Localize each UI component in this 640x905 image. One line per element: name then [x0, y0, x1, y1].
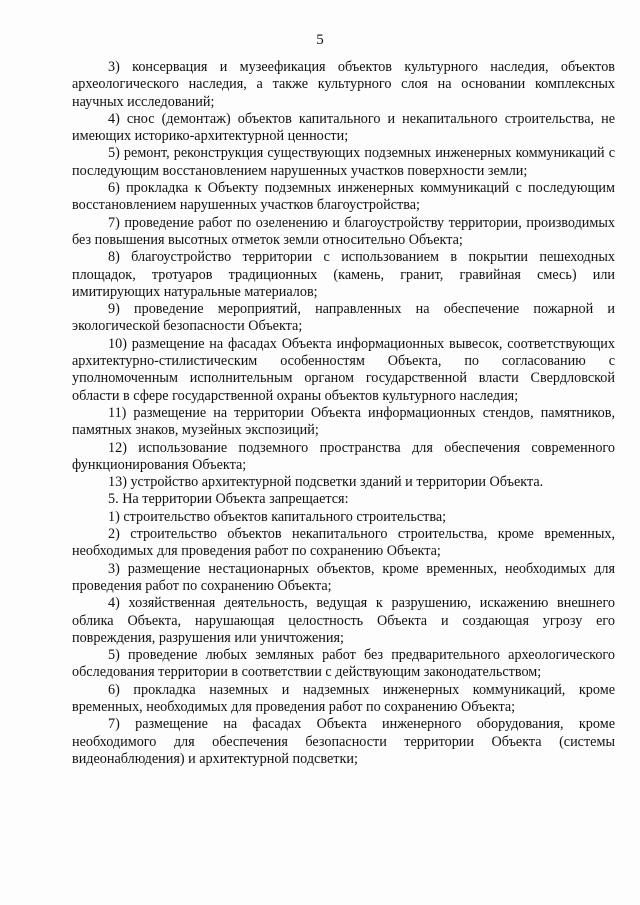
paragraph: 9) проведение мероприятий, направленных на обеспечение пожарной и экологической безопасности Объекта; — [72, 301, 615, 335]
paragraph: 6) прокладка к Объекту подземных инженерных коммуникаций с последующим восстановлением нарушенных участков благоустройства; — [72, 180, 615, 214]
paragraph: 12) использование подземного пространства для обеспечения современного функционирования Объекта; — [72, 439, 615, 473]
paragraph: 2) строительство объектов некапитального строительства, кроме временных, необходимых для проведения работ по сохранению Объекта; — [72, 526, 615, 560]
document-body — [72, 59, 615, 768]
paragraph: 3) консервация и музеефикация объектов культурного наследия, объектов археологического наследия, а также культурного слоя на основании комплексных научных исследований; — [72, 59, 615, 110]
paragraph: 4) хозяйственная деятельность, ведущая к разрушению, искажению внешнего облика Объекта, нарушающая целостность Объекта и создающая угрозу его повреждения, разрушения или уничтожения; — [72, 595, 615, 646]
paragraph: 8) благоустройство территории с использованием в покрытии пешеходных площадок, тротуаров традиционных (камень, гранит, гравийная смесь) или имитирующих натуральные материалов; — [72, 249, 615, 300]
paragraph: 6) прокладка наземных и надземных инженерных коммуникаций, кроме временных, необходимых для проведения работ по сохранению Объекта; — [72, 681, 615, 715]
paragraph: 1) строительство объектов капитального строительства; — [108, 508, 447, 525]
paragraph: 7) размещение на фасадах Объекта инженерного оборудования, кроме необходимого для обеспечения безопасности территории Объекта (системы видеонаблюдения) и архитектурной подсветки; — [72, 716, 615, 767]
paragraph: 5) проведение любых земляных работ без предварительного археологического обследования территории в соответствии с действующим законодательством; — [72, 647, 615, 681]
paragraph: 5) ремонт, реконструкция существующих подземных инженерных коммуникаций с последующим восстановлением нарушенных участков поверхности земли; — [72, 145, 615, 179]
paragraph: 11) размещение на территории Объекта информационных стендов, памятников, памятных знаков, музейных экспозиций; — [72, 404, 615, 439]
page-number: 5 — [316, 32, 324, 48]
paragraph: 13) устройство архитектурной подсветки зданий и территории Объекта. — [108, 474, 544, 491]
section-heading: 5. На территории Объекта запрещается: — [108, 491, 349, 508]
paragraph: 3) размещение нестационарных объектов, кроме временных, необходимых для проведения работ по сохранению Объекта; — [72, 560, 615, 594]
paragraph: 7) проведение работ по озеленению и благоустройству территории, производимых без повышения высотных отметок земли относительно Объекта; — [72, 214, 615, 248]
paragraph: 4) снос (демонтаж) объектов капитального и некапитального строительства, не имеющих историко-архитектурной ценности; — [72, 110, 615, 145]
paragraph: 10) размещение на фасадах Объекта информационных вывесок, соответствующих архитектурно-стилистическим особенностям Объекта, по согласованию с уполномоченным исполнительным органом государственной власти Свердловской области в сфере государственной охраны объектов культурного наследия; — [72, 335, 615, 404]
